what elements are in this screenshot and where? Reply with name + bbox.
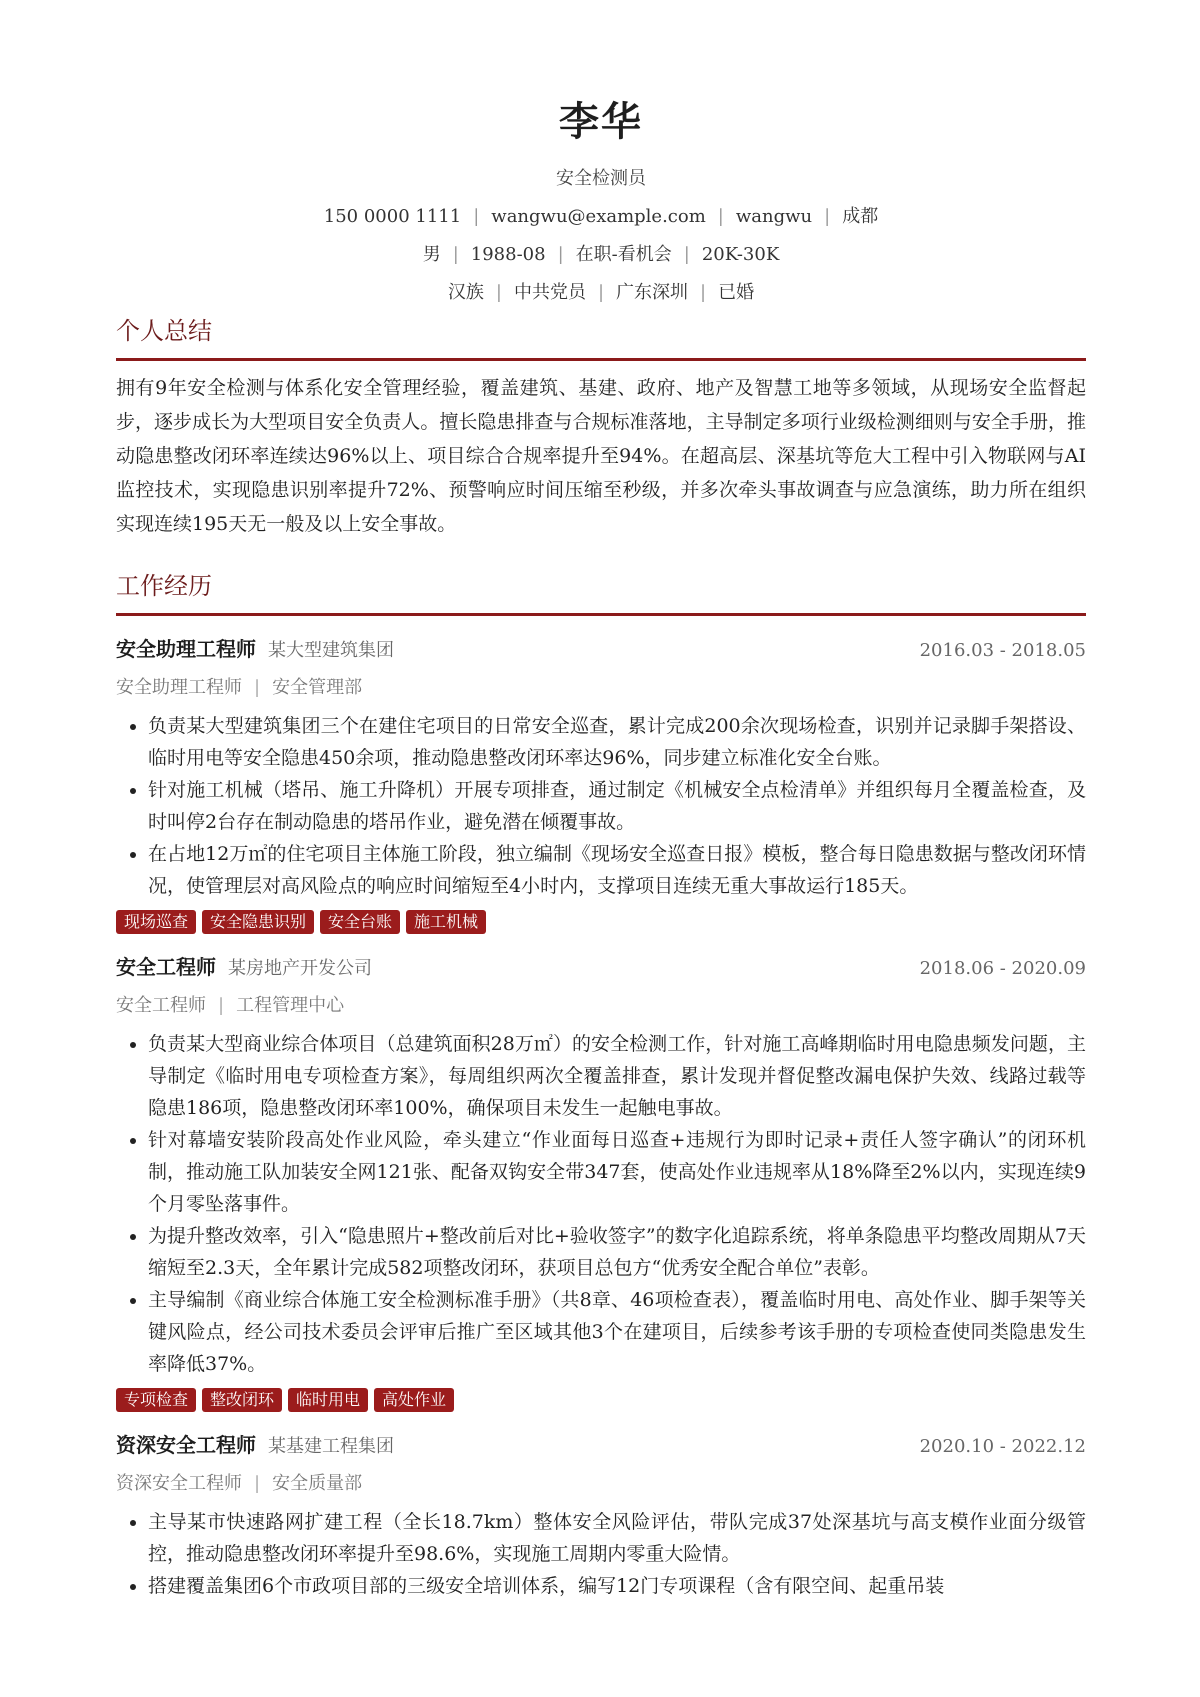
bullet-item: • 针对施工机械（塔吊、施工升降机）开展专项排查，通过制定《机械安全点检清单》并组织每月全覆盖检查，及时叫停2台存在制动隐患的塔吊作业，避免潜在倾覆事故。 <box>148 774 1086 838</box>
candidate-title: 安全检测员 <box>556 168 646 189</box>
job-bullets <box>116 1028 1086 1380</box>
bullet-item: • 负责某大型商业综合体项目（总建筑面积28万㎡）的安全检测工作，针对施工高峰期临时用电隐患频发问题，主导制定《临时用电专项检查方案》，每周组织两次全覆盖排查，累计发现并督促整改漏电保护失效、线路过载等隐患186项，隐患整改闭环率100%，确保项目未发生一起触电事故。 <box>148 1028 1086 1124</box>
job-date: 2020.10 - 2022.12 <box>919 1436 1086 1457</box>
divider: | <box>218 995 225 1016</box>
resume-header <box>116 0 1086 306</box>
marital-status: 已婚 <box>718 282 755 303</box>
experience-section <box>116 569 1086 1602</box>
skill-tag: 专项检查 <box>116 1388 196 1412</box>
divider: | <box>824 206 831 227</box>
job-department: 安全管理部 <box>272 677 363 698</box>
political-status: 中共党员 <box>513 282 586 303</box>
job-status: 在职-看机会 <box>575 244 672 265</box>
job-department: 安全质量部 <box>272 1473 363 1494</box>
divider: | <box>597 282 605 303</box>
birth-date: 1988-08 <box>470 244 546 265</box>
bullet-item: • 负责某大型建筑集团三个在建住宅项目的日常安全巡查，累计完成200余次现场检查，识别并记录脚手架搭设、临时用电等安全隐患450余项，推动隐患整改闭环率达96%，同步建立标准化安全台账。 <box>148 710 1086 774</box>
divider: | <box>495 282 502 303</box>
gender: 男 <box>422 244 441 265</box>
bullet-item: • 在占地12万㎡的住宅项目主体施工阶段，独立编制《现场安全巡查日报》模板，整合每日隐患数据与整改闭环情况，使管理层对高风险点的响应时间缩短至4小时内，支撑项目连续无重大事故运行185天。 <box>148 838 1086 902</box>
skill-tag: 整改闭环 <box>202 1388 282 1412</box>
bullet-item: • 为提升整改效率，引入“隐患照片+整改前后对比+验收签字”的数字化追踪系统，将单条隐患平均整改周期从7天缩短至2.3天，全年累计完成582项整改闭环，获项目总包方“优秀安全配合单位”表彰。 <box>148 1220 1086 1284</box>
job-company: 某大型建筑集团 <box>268 640 394 661</box>
job-tags <box>116 910 1086 934</box>
hometown: 广东深圳 <box>616 282 689 303</box>
extra-line <box>116 280 1086 306</box>
bullet-item: • 主导编制《商业综合体施工安全检测标准手册》（共8章、46项检查表），覆盖临时用电、高处作业、脚手架等关键风险点，经公司技术委员会评审后推广至区域其他3个在建项目，后续参考该手册的专项检查使同类隐患发生率降低37%。 <box>148 1284 1086 1380</box>
bullet-item: • 主导某市快速路网扩建工程（全长18.7km）整体安全风险评估，带队完成37处深基坑与高支模作业面分级管控，推动隐患整改闭环率提升至98.6%，实现施工周期内零重大险情。 <box>148 1506 1086 1570</box>
skill-tag: 临时用电 <box>288 1388 368 1412</box>
job-entry <box>116 634 1086 934</box>
job-entry <box>116 952 1086 1412</box>
job-date: 2018.06 - 2020.09 <box>919 958 1086 979</box>
divider: | <box>473 206 480 227</box>
job-position: 安全工程师 <box>116 995 206 1016</box>
salary-range: 20K-30K <box>701 244 780 265</box>
job-subline <box>116 992 1086 1020</box>
job-role: 资深安全工程师 <box>116 1433 256 1457</box>
personal-line <box>116 242 1086 268</box>
skill-tag: 高处作业 <box>374 1388 454 1412</box>
skill-tag: 施工机械 <box>406 910 486 934</box>
resume-page <box>116 0 1086 1602</box>
job-bullets <box>116 710 1086 902</box>
phone: 150 0000 1111 <box>323 206 462 227</box>
divider: | <box>717 206 724 227</box>
bullet-item: • 搭建覆盖集团6个市政项目部的三级安全培训体系，编写12门专项课程（含有限空间、起重吊装 <box>148 1570 1086 1602</box>
job-subline <box>116 674 1086 702</box>
section-title-experience: 工作经历 <box>116 569 1086 616</box>
job-date: 2016.03 - 2018.05 <box>919 640 1086 661</box>
divider: | <box>452 244 459 265</box>
job-role-company <box>116 952 372 984</box>
contact-line <box>116 204 1086 230</box>
summary-section <box>116 314 1086 541</box>
job-role-company <box>116 1430 394 1462</box>
city: 成都 <box>842 206 879 227</box>
wechat: wangwu <box>735 206 813 227</box>
job-position: 资深安全工程师 <box>116 1473 242 1494</box>
job-header <box>116 952 1086 984</box>
job-header <box>116 1430 1086 1462</box>
skill-tag: 现场巡查 <box>116 910 196 934</box>
divider: | <box>700 282 707 303</box>
job-header <box>116 634 1086 666</box>
job-department: 工程管理中心 <box>236 995 345 1016</box>
ethnicity: 汉族 <box>447 282 484 303</box>
job-role: 安全助理工程师 <box>116 637 256 661</box>
divider: | <box>683 244 690 265</box>
job-role: 安全工程师 <box>116 955 216 979</box>
summary-text: 拥有9年安全检测与体系化安全管理经验，覆盖建筑、基建、政府、地产及智慧工地等多领域，从现场安全监督起步，逐步成长为大型项目安全负责人。擅长隐患排查与合规标准落地，主导制定多项行业级检测细则与安全手册，推动隐患整改闭环率连续达96%以上、项目综合合规率提升至94%。在超高层、深基坑等危大工程中引入物联网与AI监控技术，实现隐患识别率提升72%、预警响应时间压缩至秒级，并多次牵头事故调查与应急演练，助力所在组织实现连续195天无一般及以上安全事故。 <box>116 377 1086 535</box>
bullet-item: • 针对幕墙安装阶段高处作业风险，牵头建立“作业面每日巡查+违规行为即时记录+责任人签字确认”的闭环机制，推动施工队加装安全网121张、配备双钩安全带347套，使高处作业违规率从18%降至2%以内，实现连续9个月零坠落事件。 <box>148 1124 1086 1220</box>
candidate-name: 李华 <box>559 98 643 145</box>
job-subline <box>116 1470 1086 1498</box>
divider: | <box>254 677 261 698</box>
job-position: 安全助理工程师 <box>116 677 242 698</box>
skill-tag: 安全台账 <box>320 910 400 934</box>
job-bullets <box>116 1506 1086 1602</box>
job-company: 某基建工程集团 <box>268 1436 394 1457</box>
email[interactable]: wangwu@example.com <box>491 206 706 227</box>
divider: | <box>557 244 564 265</box>
skill-tag: 安全隐患识别 <box>202 910 314 934</box>
job-entry <box>116 1430 1086 1602</box>
job-role-company <box>116 634 394 666</box>
job-company: 某房地产开发公司 <box>228 958 372 979</box>
divider: | <box>254 1473 261 1494</box>
section-title-summary: 个人总结 <box>116 314 1086 361</box>
job-tags <box>116 1388 1086 1412</box>
